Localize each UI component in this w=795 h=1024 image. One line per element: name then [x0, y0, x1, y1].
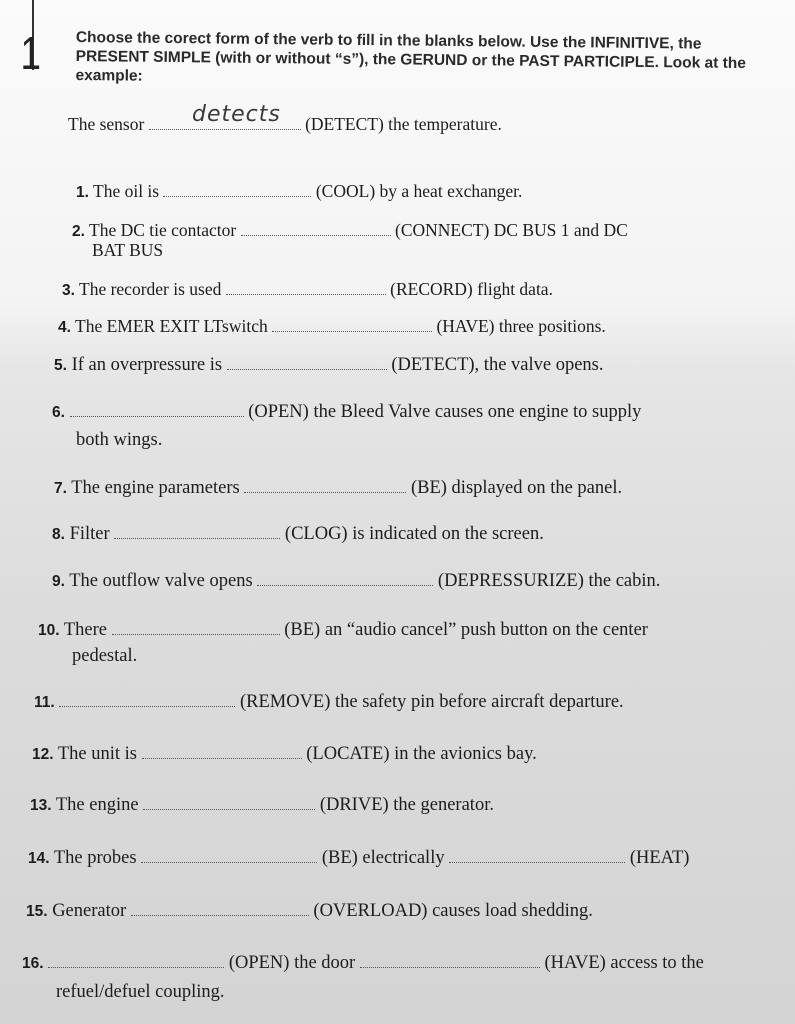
item-1: [76, 181, 522, 202]
item-number: 13.: [30, 797, 52, 814]
item-13: [30, 795, 494, 816]
item-verb-2: (HAVE) access to the: [544, 953, 704, 973]
item-verb: (DEPRESSURIZE) the cabin.: [437, 571, 661, 591]
item-6: [52, 402, 641, 423]
item-number: 16.: [22, 955, 44, 972]
exercise-number: 1: [20, 27, 42, 79]
item-text: Filter: [69, 524, 110, 544]
item-text: The EMER EXIT LTswitch: [75, 316, 268, 336]
item-number: 15.: [26, 903, 48, 920]
item-number: 12.: [32, 746, 54, 763]
instructions: Choose the corect form of the verb to fill in the blanks below. Use the INFINITIVE, the PRESENT SIMPLE (with or without “s”), the GERUND or the PAST PARTICIPLE. Look at the example:: [75, 28, 747, 85]
item-number: 9.: [52, 573, 65, 590]
item-text: The DC tie contactor: [89, 220, 237, 240]
item-text: The engine parameters: [71, 478, 240, 498]
item-9: [52, 571, 660, 592]
item-text: The engine: [55, 795, 139, 815]
item-5: [54, 355, 604, 376]
item-number: 14.: [28, 850, 50, 867]
answer-blank[interactable]: [244, 480, 406, 493]
example-answer: detects: [192, 102, 281, 127]
item-number: 1.: [76, 184, 89, 201]
item-verb: (DRIVE) the generator.: [319, 795, 494, 815]
item-number: 6.: [52, 404, 65, 421]
item-16-continuation: refuel/defuel coupling.: [56, 982, 225, 1002]
item-number: 2.: [72, 223, 85, 240]
item-2-continuation: BAT BUS: [92, 240, 164, 260]
item-2: [72, 220, 628, 241]
item-10: [38, 620, 648, 641]
answer-blank[interactable]: [114, 526, 280, 539]
answer-blank[interactable]: [272, 319, 432, 332]
example-before: The sensor: [68, 114, 145, 134]
item-4: [58, 316, 606, 337]
item-text: The recorder is used: [79, 279, 222, 299]
item-number: 10.: [38, 622, 60, 639]
item-16: [22, 953, 704, 974]
item-text: If an overpressure is: [71, 355, 223, 375]
item-3: [62, 279, 553, 300]
item-verb: (CONNECT) DC BUS 1 and DC: [395, 220, 628, 240]
answer-blank[interactable]: [163, 184, 311, 197]
answer-blank[interactable]: [143, 797, 315, 810]
answer-blank[interactable]: [131, 903, 309, 916]
item-verb: (LOCATE) in the avionics bay.: [306, 744, 537, 764]
item-number: 7.: [54, 480, 67, 497]
answer-blank-2[interactable]: [449, 850, 625, 863]
item-text: The unit is: [57, 744, 137, 764]
answer-blank[interactable]: [112, 622, 280, 635]
item-number: 4.: [58, 319, 71, 336]
item-number: 3.: [62, 282, 75, 299]
item-number: 8.: [52, 526, 65, 543]
item-verb: (OVERLOAD) causes load shedding.: [313, 901, 593, 921]
item-verb: (OPEN) the Bleed Valve causes one engine to supply: [248, 402, 642, 422]
answer-blank[interactable]: [59, 694, 235, 707]
item-8: [52, 524, 544, 545]
answer-blank[interactable]: [48, 955, 224, 968]
item-verb: (DETECT), the valve opens.: [391, 355, 604, 375]
item-verb: (HAVE) three positions.: [436, 316, 606, 336]
item-6-continuation: both wings.: [76, 430, 163, 450]
item-text: There: [63, 620, 107, 640]
item-text: Generator: [52, 901, 127, 921]
answer-blank[interactable]: [70, 404, 244, 417]
example-after: (DETECT) the temperature.: [305, 114, 502, 134]
item-verb: (OPEN) the door: [228, 953, 356, 973]
item-text: The oil is: [93, 181, 160, 201]
item-15: [26, 901, 593, 922]
item-verb: (BE) displayed on the panel.: [410, 478, 623, 498]
item-verb: (BE) electrically: [321, 848, 445, 868]
item-14: [28, 848, 689, 869]
item-verb: (CLOG) is indicated on the screen.: [284, 524, 544, 544]
item-7: [54, 478, 622, 499]
item-number: 11.: [34, 694, 55, 711]
item-verb: (BE) an “audio cancel” push button on the center: [284, 620, 648, 640]
example-line: [68, 114, 502, 135]
item-verb: (RECORD) flight data.: [390, 279, 553, 299]
item-text: The probes: [53, 848, 137, 868]
answer-blank[interactable]: [241, 223, 391, 236]
item-verb: (REMOVE) the safety pin before aircraft departure.: [239, 692, 624, 712]
item-verb-2: (HEAT): [629, 848, 690, 868]
answer-blank[interactable]: [141, 850, 317, 863]
item-12: [32, 744, 537, 765]
answer-blank[interactable]: [257, 573, 433, 586]
item-verb: (COOL) by a heat exchanger.: [315, 181, 523, 201]
answer-blank-2[interactable]: [360, 955, 540, 968]
item-11: [34, 692, 624, 713]
answer-blank[interactable]: [142, 746, 302, 759]
answer-blank[interactable]: [227, 357, 387, 370]
item-number: 5.: [54, 357, 67, 374]
item-10-continuation: pedestal.: [72, 646, 138, 666]
item-text: The outflow valve opens: [69, 571, 253, 591]
answer-blank[interactable]: [226, 282, 386, 295]
